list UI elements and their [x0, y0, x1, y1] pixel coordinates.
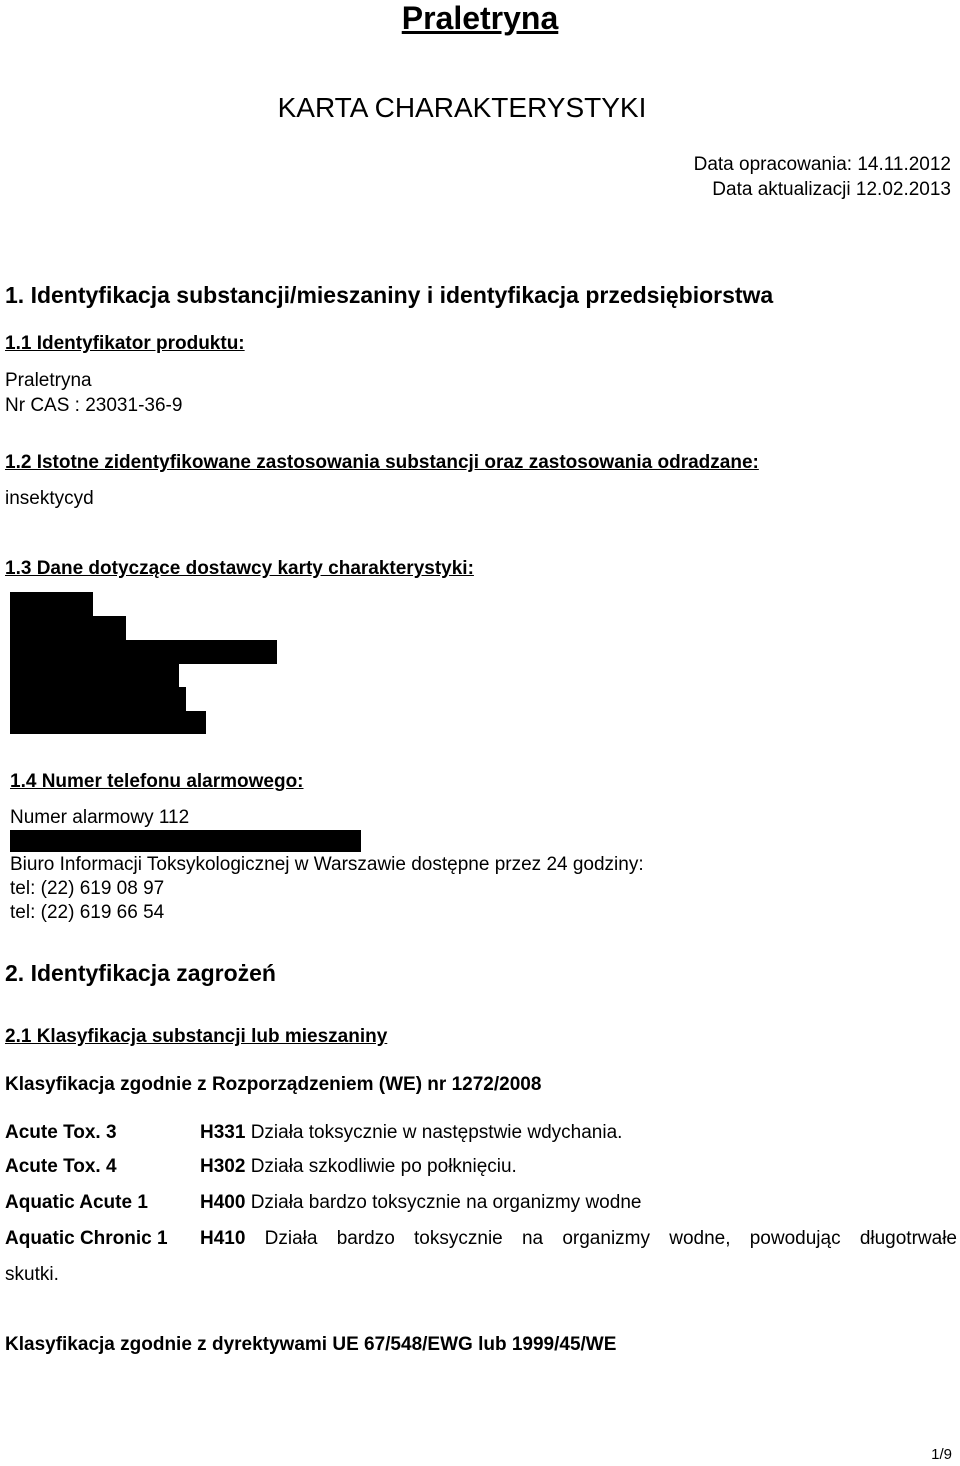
redacted-block [10, 687, 186, 711]
h-text: Działa bardzo toksycznie na organizmy wodne, powodując długotrwałe [245, 1228, 957, 1249]
date-updated: Data aktualizacji 12.02.2013 [712, 179, 951, 200]
classification-row [5, 1192, 957, 1216]
document-subtitle: KARTA CHARAKTERYSTYKI [277, 92, 647, 123]
hazard-category: Aquatic Chronic 1 [5, 1228, 168, 1249]
hazard-category: Aquatic Acute 1 [5, 1192, 148, 1213]
phone-2: tel: (22) 619 66 54 [10, 902, 165, 923]
redacted-block [10, 830, 361, 852]
h-code: H400 [200, 1192, 246, 1213]
section-1-3-heading: 1.3 Dane dotyczące dostawcy karty charakterystyki: [5, 558, 474, 579]
h-code: H302 [200, 1156, 246, 1177]
section-1-4-heading: 1.4 Numer telefonu alarmowego: [10, 771, 304, 792]
hazard-statement [200, 1122, 622, 1144]
classification-row [5, 1122, 957, 1146]
section-2-1-heading: 2.1 Klasyfikacja substancji lub mieszaniny [5, 1026, 388, 1047]
h-text: Działa szkodliwie po połknięciu. [245, 1156, 517, 1177]
hazard-category: Acute Tox. 4 [5, 1156, 117, 1177]
section-1-heading: 1. Identyfikacja substancji/mieszaniny i identyfikacja przedsiębiorstwa [5, 282, 774, 308]
clp-heading: Klasyfikacja zgodnie z Rozporządzeniem (WE) nr 1272/2008 [5, 1074, 542, 1095]
h-text: Działa toksycznie w następstwie wdychania. [245, 1122, 623, 1143]
section-2-heading: 2. Identyfikacja zagrożeń [5, 960, 276, 986]
page-number: 1/9 [931, 1446, 952, 1463]
redacted-block [10, 664, 179, 687]
section-1-1-heading: 1.1 Identyfikator produktu: [5, 333, 245, 354]
emergency-number: Numer alarmowy 112 [10, 807, 190, 828]
h-code: H331 [200, 1122, 246, 1143]
section-1-2-heading: 1.2 Istotne zidentyfikowane zastosowania substancji oraz zastosowania odradzane: [5, 452, 759, 473]
redacted-block [10, 616, 126, 640]
classification-row [5, 1228, 957, 1252]
phone-1: tel: (22) 619 08 97 [10, 878, 165, 899]
dsd-heading: Klasyfikacja zgodnie z dyrektywami UE 67/548/EWG lub 1999/45/WE [5, 1334, 617, 1355]
cas-number: Nr CAS : 23031-36-9 [5, 395, 183, 416]
redacted-block [10, 640, 277, 664]
hazard-statement [200, 1228, 957, 1250]
identified-use: insektycyd [5, 488, 94, 509]
dates-block [694, 152, 951, 202]
hazard-continuation: skutki. [5, 1264, 59, 1285]
document-title: Praletryna [401, 0, 559, 36]
h-code: H410 [200, 1228, 246, 1249]
redacted-block [10, 592, 93, 616]
hazard-statement [200, 1192, 641, 1214]
classification-row [5, 1156, 957, 1180]
product-name: Praletryna [5, 370, 92, 391]
h-text: Działa bardzo toksycznie na organizmy wodne [245, 1192, 642, 1213]
toxicology-bureau: Biuro Informacji Toksykologicznej w Warszawie dostępne przez 24 godziny: [10, 854, 644, 875]
hazard-statement [200, 1156, 517, 1178]
date-created: Data opracowania: 14.11.2012 [693, 154, 951, 175]
redacted-block [10, 711, 206, 734]
hazard-category: Acute Tox. 3 [5, 1122, 117, 1143]
